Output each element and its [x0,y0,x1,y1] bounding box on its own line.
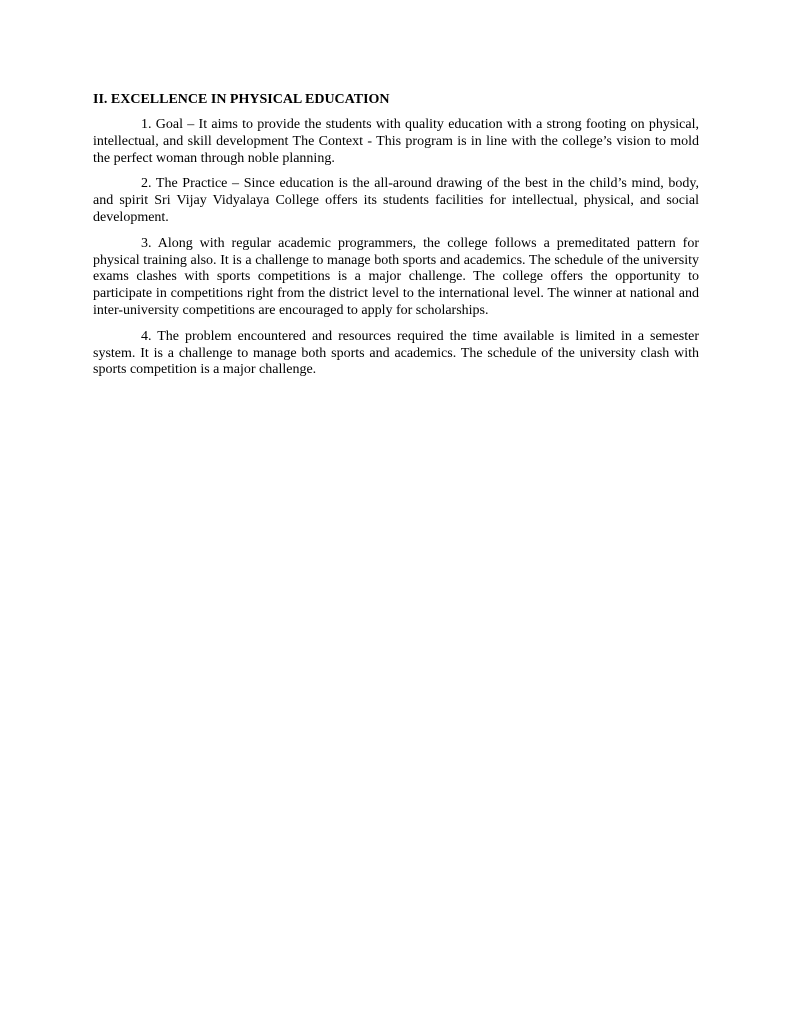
section-heading: II. EXCELLENCE IN PHYSICAL EDUCATION [93,92,390,107]
page-content [93,91,699,388]
paragraph-problems: 4. The problem encountered and resources required the time available is limited in a semester system. It is a challenge to manage both sports and academics. The schedule of the university clash with sports competition is a major challenge. [93,328,699,378]
paragraph-academic-programmes: 3. Along with regular academic programmers, the college follows a premeditated pattern for physical training also. It is a challenge to manage both sports and academics. The schedule of the university exams clashes with sports competitions is a major challenge. The college offers the opportunity to participate in competitions right from the district level to the international level. The winner at national and inter-university competitions are encouraged to apply for scholarships. [93,235,699,318]
paragraph-goal: 1. Goal – It aims to provide the students with quality education with a strong footing on physical, intellectual, and skill development The Context - This program is in line with the college’s vision to mold the perfect woman through noble planning. [93,117,699,166]
paragraph-practice: 2. The Practice – Since education is the all-around drawing of the best in the child’s mind, body, and spirit Sri Vijay Vidyalaya College offers its students facilities for intellectual, physical, and social development. [93,176,699,225]
